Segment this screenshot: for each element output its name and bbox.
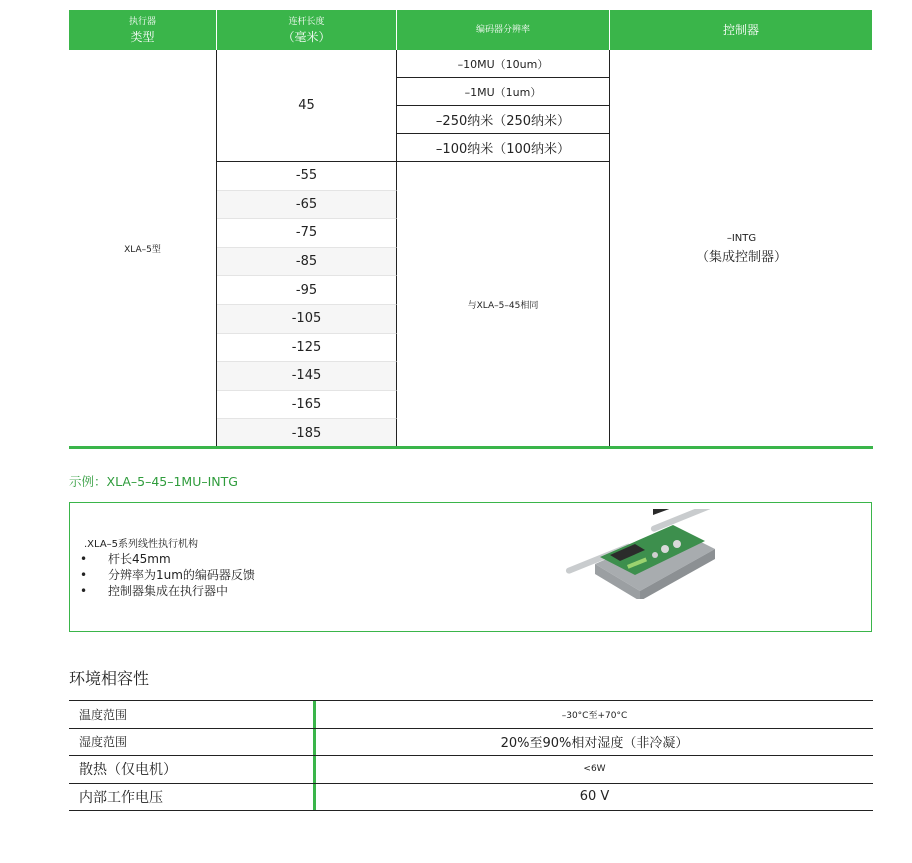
example-title: .XLA–5系列线性执行机构 <box>84 539 199 550</box>
env-value: <6W <box>583 764 606 775</box>
env-key: 温度范围 <box>69 701 316 728</box>
header-actuator-type: 执行器 类型 <box>69 10 217 50</box>
feature-item: • 分辨率为1um的编码器反馈 <box>80 567 255 583</box>
length-cell: -75 <box>217 219 397 248</box>
resolution-list <box>397 50 610 162</box>
resolution-item: –250纳米（250纳米） <box>397 106 609 134</box>
env-row <box>69 729 873 757</box>
controller-code: –INTG <box>726 232 757 244</box>
env-key: 湿度范围 <box>69 729 316 756</box>
env-value: 20%至90%相对湿度（非冷凝） <box>500 736 689 752</box>
controller-name: （集成控制器） <box>695 249 787 265</box>
length-cell: -65 <box>217 191 397 220</box>
length-cell: -165 <box>217 391 397 420</box>
env-value: 60 V <box>579 789 610 805</box>
spec-table <box>69 10 873 448</box>
length-cell: -95 <box>217 276 397 305</box>
header-rod-length: 连杆长度 （毫米） <box>217 10 397 50</box>
same-as-cell: 与XLA–5–45相同 <box>397 162 610 448</box>
feature-item: • 控制器集成在执行器中 <box>80 583 255 599</box>
length-cell: -145 <box>217 362 397 391</box>
actuator-type-cell: XLA–5型 <box>69 50 217 448</box>
length-cell: -85 <box>217 248 397 277</box>
table-bottom-rule <box>69 446 873 449</box>
resolution-item: –10MU（10um） <box>397 50 609 78</box>
header-encoder-resolution: 编码器分辨率 <box>397 10 610 50</box>
env-row <box>69 756 873 784</box>
feature-item: • 杆长45mm <box>80 551 255 567</box>
controller-cell <box>610 50 873 448</box>
length-cell: -105 <box>217 305 397 334</box>
length-cell: -55 <box>217 162 397 191</box>
length-cell: -125 <box>217 334 397 363</box>
example-label: 示例：XLA–5–45–1MU–INTG <box>69 474 238 489</box>
example-box <box>69 502 872 632</box>
environment-table <box>69 700 873 811</box>
env-key: 散热（仅电机） <box>69 756 316 783</box>
environment-title: 环境相容性 <box>69 669 150 688</box>
env-value: –30°C至+70°C <box>561 710 628 721</box>
actuator-product-image <box>565 509 735 599</box>
feature-list <box>80 551 255 599</box>
env-key: 内部工作电压 <box>69 784 316 811</box>
header-controller: 控制器 <box>610 10 873 50</box>
env-row <box>69 784 873 811</box>
length-45-cell: 45 <box>217 50 397 162</box>
resolution-item: –1MU（1um） <box>397 78 609 106</box>
resolution-item: –100纳米（100纳米） <box>397 134 609 162</box>
length-cell: -185 <box>217 419 397 448</box>
env-row <box>69 701 873 729</box>
